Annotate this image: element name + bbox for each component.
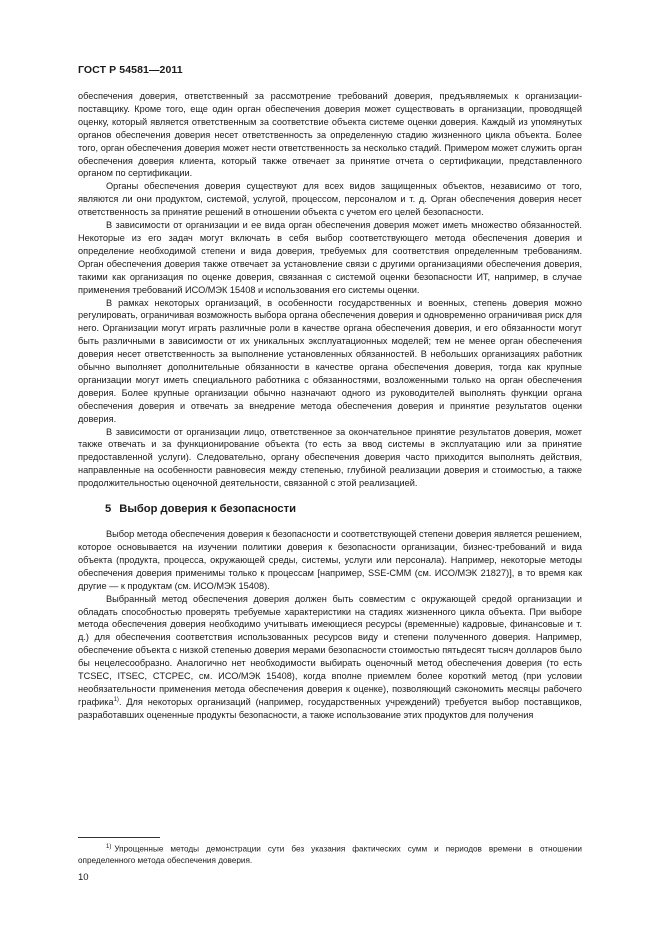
footnote-text: Упрощенные методы демонстрации сути без указания фактических сумм и периодов времени в отношении определенного метода обеспечения доверия. [78,844,582,865]
paragraph-text: Выбранный метод обеспечения доверия должен быть совместим с окружающей средой организации и обладать способностью проверять требуемые характеристики на стадиях жизненного цикла объекта. При выборе метода обеспечения доверия необходимо учитывать имеющиеся ресурсы (временные) кадровые, финансовые и т. д.) для обеспечения соответствия использованных ресурсов виду и степени полученного доверия. Например, обеспечение объекта с низкой степенью доверия мерами безопасности стоимостью пятьдесят тысяч долларов было бы нецелесообразно. Аналогично нет необходимости выбирать оценочный метод обеспечения доверия (то есть TCSEC, ITSEC, CTCPEC, см. ИСО/МЭК 15408), когда вполне приемлем более короткий метод (при условии необязательности применения метода обеспечения доверия к оценке), позволяющий сэкономить месяцы рабочего графика [78,593,582,707]
section-title: Выбор доверия к безопасности [119,503,296,516]
footnote-reference: 1) [113,696,119,703]
section-number: 5 [105,503,112,516]
section-heading [105,503,582,515]
paragraph: В рамках некоторых организаций, в особенности государственных и военных, степень доверия можно регулировать, ограничивая возможность выбора органа обеспечения доверия и одновременно ограничивая риск для него. Организации могут играть различные роли в качестве органа обеспечения доверия, и его обязанности могут быть различными в зависимости от их уникальных эксплуатационных моделей; тем не менее орган обеспечения доверия несет ответственность за выполнение установленных обязанностей. В небольших организациях работник обычно выполняет дополнительные обязанности в качестве органа обеспечения доверия, тогда как крупные организации могут иметь специального работника с обязанностями, возложенными только на орган обеспечения доверия. Более крупные организации обычно назначают одного из руководителей выполнять функции органа обеспечения доверия и отвечать за внедрение метода обеспечения доверия и принятие результатов оценки доверия. [78,297,582,424]
paragraph: обеспечения доверия, ответственный за рассмотрение требований доверия, предъявляемых к организации-поставщику. Кроме того, еще один орган обеспечения доверия может существовать в организации, проводящей оценку, который является ответственным за соответствие объекта системе оценки доверия. Каждый из упомянутых органов обеспечения доверия несет ответственность за определенную стадию жизненного цикла объекта. Более того, орган обеспечения доверия может нести ответственность за несколько стадий. Примером может служить орган обеспечения доверия клиента, который также отвечает за принятие отчета о сертификации, представленного органом по сертификации. [78,91,582,179]
document-header: ГОСТ Р 54581—2011 [78,64,183,76]
footnote-marker: 1) [106,844,112,850]
paragraph [78,593,582,722]
paragraph-text-continued: . Для некоторых организаций (например, государственных учреждений) требуется выбор поставщиков, разработавших оцененные продукты безопасности, а также использование этих продуктов для получения [78,696,582,720]
paragraph: Органы обеспечения доверия существуют для всех видов защищенных объектов, независимо от того, являются ли они продуктом, системой, услугой, процессом, персоналом и т. д. Орган обеспечения доверия несет ответственность за принятие решений в отношении объекта с учетом его целей безопасности. [78,181,582,218]
paragraph: В зависимости от организации лицо, ответственное за окончательное принятие результатов доверия, может также отвечать и за функционирование объекта (то есть за ввод системы в эксплуатацию или за принятие предоставленной услуги). Следовательно, органу обеспечения доверия часто приходится выполнять действия, направленные на особенности равновесия между степенью, глубиной реализации доверия и стоимостью, а также продолжительностью оценочной деятельности, связанной с этой реализацией. [78,426,582,489]
paragraph: Выбор метода обеспечения доверия к безопасности и соответствующей степени доверия является решением, которое основывается на изучении политики доверия к безопасности организации, бизнес-требований и вида объекта (продукта, процесса, окружающей среды, системы, услуги или персонала). Например, некоторые методы обеспечения доверия применимы только к процессам [например, SSE-CMM (см. ИСО/МЭК 21827)], в то время как другие — к продуктам (см. ИСО/МЭК 15408). [78,529,582,591]
footnote [78,842,582,866]
page-number: 10 [78,872,89,883]
footnote-divider [78,837,160,838]
body-text [78,90,582,722]
paragraph: В зависимости от организации и ее вида орган обеспечения доверия может иметь множество обязанностей. Некоторые из его задач могут включать в себя выбор соответствующего метода обеспечения доверия и определение необходимой степени и вида доверия, требуемых для соответствия определенным требованиям. Орган обеспечения доверия также отвечает за установление связи с другими организациями обеспечения доверия, такими как организация по оценке доверия, связанная с системой оценки безопасности ИТ, например, в случае применения требований ИСО/МЭК 15408 и использования его системы оценки. [78,220,582,295]
